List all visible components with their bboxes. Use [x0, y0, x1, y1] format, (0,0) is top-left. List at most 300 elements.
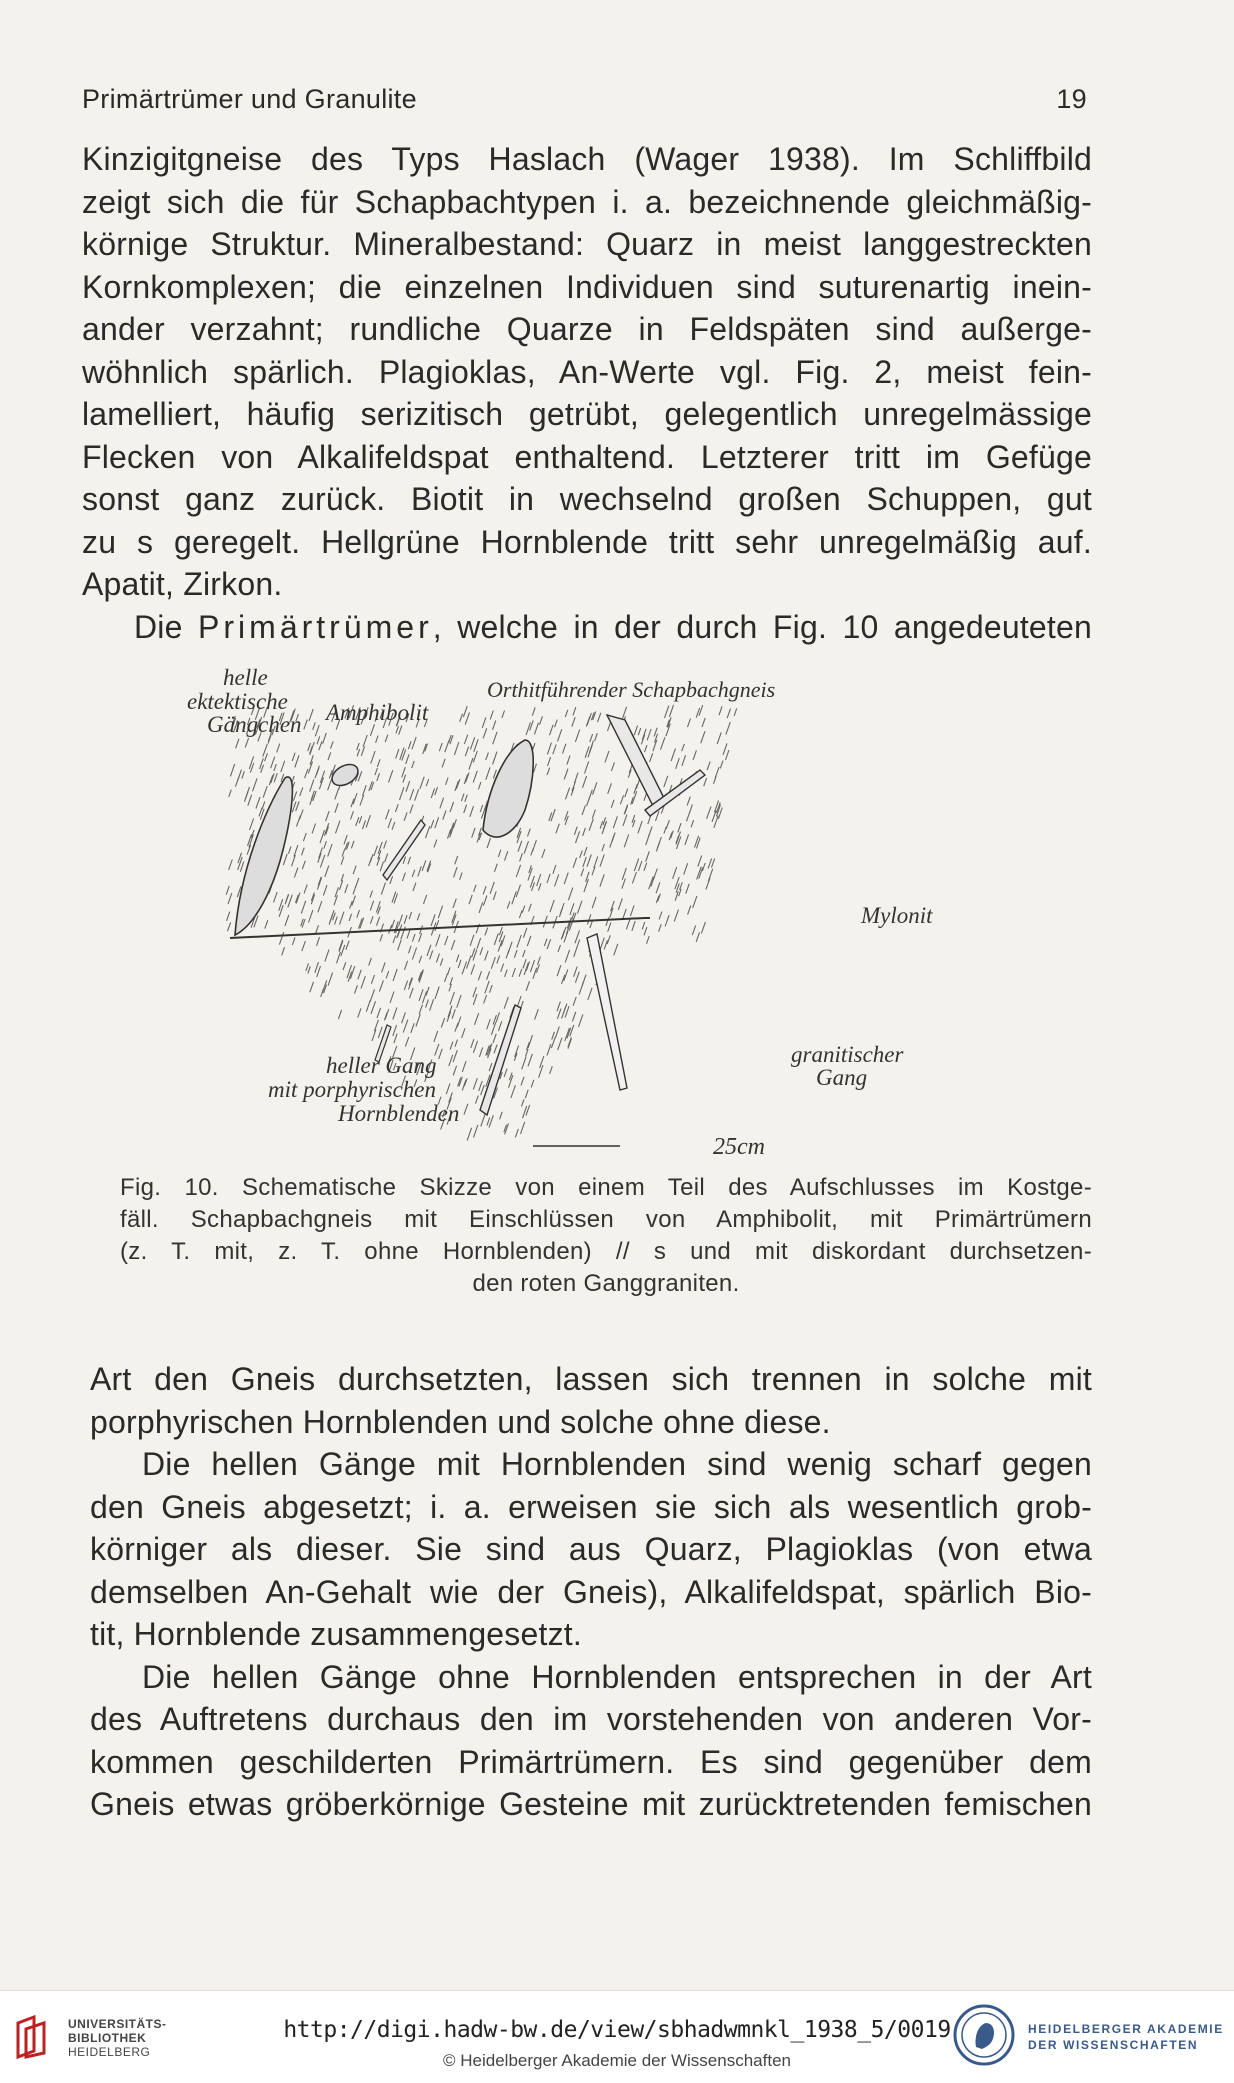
foliation-stroke — [412, 948, 416, 960]
caption-line: (z. T. mit, z. T. ohne Hornblenden) // s und mit diskordant durchsetzen- — [120, 1238, 1092, 1265]
foliation-stroke — [292, 753, 295, 761]
foliation-stroke — [228, 893, 232, 904]
foliation-stroke — [512, 968, 515, 977]
foliation-stroke — [274, 773, 277, 782]
foliation-stroke — [371, 1001, 376, 1014]
foliation-stroke — [369, 857, 372, 866]
foliation-stroke — [538, 883, 541, 890]
foliation-stroke — [564, 769, 568, 780]
foliation-stroke — [479, 902, 483, 913]
foliation-stroke — [579, 1014, 583, 1027]
foliation-stroke — [343, 962, 346, 970]
foliation-stroke — [600, 821, 603, 828]
foliation-stroke — [676, 758, 680, 769]
foliation-stroke — [370, 901, 373, 911]
foliation-stroke — [449, 1055, 453, 1066]
label-scale: 25cm — [713, 1134, 765, 1160]
foliation-stroke — [277, 744, 280, 753]
foliation-stroke — [519, 969, 522, 977]
foliation-stroke — [630, 905, 634, 916]
label-mit-porphyrischen: mit porphyrischen — [268, 1077, 437, 1102]
figure-caption — [120, 1172, 1092, 1300]
foliation-stroke — [323, 733, 327, 744]
foliation-stroke — [661, 737, 665, 749]
foliation-stroke — [382, 962, 386, 972]
foliation-stroke — [600, 874, 604, 886]
foliation-stroke — [393, 936, 396, 944]
foliation-stroke — [309, 910, 313, 923]
foliation-stroke — [355, 985, 358, 993]
foliation-stroke — [341, 857, 344, 865]
text-line: Die hellen Gänge mit Hornblenden sind wenig scharf gegen — [142, 1446, 1092, 1482]
text-line: wöhnlich spärlich. Plagioklas, An-Werte vgl. Fig. 2, meist fein- — [82, 353, 1092, 390]
foliation-stroke — [715, 767, 719, 778]
foliation-stroke — [396, 804, 399, 812]
foliation-stroke — [403, 857, 406, 864]
amphibolite-lens — [328, 760, 361, 790]
foliation-stroke — [487, 971, 490, 979]
foliation-stroke — [335, 917, 338, 925]
foliation-stroke — [472, 828, 475, 838]
foliation-stroke — [712, 858, 715, 867]
foliation-stroke — [481, 1085, 485, 1095]
text-line: des Auftretens durchaus den im vorstehenden von anderen Vor- — [90, 1701, 1092, 1737]
foliation-stroke — [587, 914, 591, 924]
caption-line: fäll. Schapbachgneis mit Einschlüssen von Amphibolit, mit Primärtrümern — [120, 1206, 1092, 1233]
foliation-stroke — [450, 802, 454, 812]
body-text-bottom — [90, 1358, 1092, 1826]
foliation-stroke — [450, 992, 455, 1005]
foliation-stroke — [463, 706, 467, 717]
foliation-stroke — [447, 1011, 451, 1021]
foliation-stroke — [357, 749, 360, 756]
foliation-stroke — [380, 862, 383, 872]
foliation-stroke — [426, 987, 429, 996]
foliation-stroke — [285, 915, 289, 926]
foliation-stroke — [686, 884, 690, 894]
foliation-stroke — [659, 924, 662, 931]
foliation-stroke — [408, 741, 411, 749]
foliation-stroke — [528, 829, 531, 837]
foliation-stroke — [461, 794, 464, 802]
foliation-stroke — [701, 731, 705, 743]
foliation-stroke — [480, 805, 483, 812]
foliation-stroke — [317, 937, 320, 946]
foliation-stroke — [696, 932, 699, 942]
foliation-stroke — [532, 707, 535, 715]
mylonite-line — [230, 918, 645, 938]
foliation-stroke — [452, 1009, 455, 1019]
foliation-stroke — [490, 882, 494, 894]
foliation-stroke — [557, 1002, 560, 1012]
foliation-stroke — [339, 940, 343, 950]
foliation-stroke — [613, 816, 617, 828]
foliation-stroke — [408, 857, 411, 865]
foliation-stroke — [431, 914, 435, 926]
foliation-stroke — [402, 1012, 406, 1023]
foliation-stroke — [572, 1012, 575, 1022]
foliation-stroke — [632, 872, 636, 884]
library-name-line: BIBLIOTHEK — [68, 2031, 147, 2045]
foliation-stroke — [392, 920, 395, 928]
foliation-stroke — [417, 913, 420, 920]
foliation-stroke — [317, 877, 321, 889]
foliation-stroke — [567, 756, 570, 765]
foliation-stroke — [462, 962, 467, 975]
foliation-stroke — [302, 941, 306, 951]
label-heller-gang: heller Gang — [326, 1053, 437, 1078]
foliation-stroke — [316, 925, 319, 933]
foliation-stroke — [553, 745, 556, 755]
foliation-stroke — [409, 946, 412, 953]
foliation-stroke — [279, 932, 283, 945]
foliation-stroke — [696, 708, 699, 718]
foliation-stroke — [528, 1035, 532, 1048]
label-hornblenden: Hornblenden — [338, 1101, 460, 1126]
foliation-stroke — [292, 937, 295, 945]
foliation-stroke — [473, 987, 477, 997]
foliation-stroke — [469, 895, 472, 904]
foliation-stroke — [665, 915, 669, 926]
foliation-stroke — [611, 762, 614, 771]
foliation-stroke — [376, 736, 379, 743]
foliation-stroke — [434, 1031, 438, 1042]
foliation-stroke — [228, 922, 231, 931]
foliation-stroke — [448, 967, 451, 975]
foliation-stroke — [328, 752, 331, 760]
amphibolite-lens — [483, 740, 533, 837]
foliation-stroke — [319, 741, 322, 750]
foliation-stroke — [474, 885, 476, 892]
text-line: demselben An-Gehalt wie der Gneis), Alkalifeldspat, spärlich Bio- — [90, 1573, 1092, 1610]
foliation-stroke — [369, 958, 372, 966]
foliation-stroke — [439, 1049, 443, 1059]
foliation-stroke — [400, 748, 404, 760]
foliation-stroke — [434, 840, 437, 848]
foliation-stroke — [390, 876, 393, 884]
foliation-stroke — [560, 903, 564, 914]
foliation-stroke — [580, 851, 583, 859]
foliation-stroke — [331, 741, 334, 748]
foliation-stroke — [490, 711, 493, 720]
foliation-stroke — [478, 782, 481, 789]
foliation-stroke — [445, 936, 448, 945]
foliation-stroke — [723, 743, 727, 755]
foliation-stroke — [377, 1008, 381, 1018]
foliation-stroke — [451, 940, 455, 950]
foliation-stroke — [377, 773, 380, 781]
text-line: Die hellen Gänge ohne Hornblenden entsprechen in der Art — [142, 1658, 1092, 1695]
foliation-stroke — [419, 1005, 422, 1015]
foliation-stroke — [679, 889, 682, 896]
foliation-stroke — [356, 817, 359, 826]
label-helle: helle — [223, 665, 268, 690]
foliation-stroke — [530, 720, 534, 730]
caption-line: den roten Ganggraniten. — [472, 1270, 740, 1297]
foliation-stroke — [400, 787, 405, 800]
foliation-stroke — [646, 851, 650, 861]
foliation-stroke — [458, 960, 461, 968]
foliation-stroke — [566, 788, 570, 800]
foliation-stroke — [399, 915, 403, 926]
foliation-stroke — [558, 945, 561, 952]
foliation-stroke — [406, 754, 409, 764]
foliation-stroke — [453, 899, 456, 908]
foliation-stroke — [542, 849, 545, 858]
foliation-stroke — [448, 1006, 452, 1018]
foliation-stroke — [583, 857, 587, 867]
foliation-stroke — [328, 973, 333, 986]
foliation-stroke — [585, 761, 589, 773]
foliation-stroke — [659, 912, 662, 920]
label-gaengchen: Gängchen — [207, 712, 302, 737]
foliation-stroke — [288, 895, 293, 908]
foliation-stroke — [328, 779, 332, 791]
foliation-stroke — [412, 737, 416, 749]
foliation-stroke — [335, 788, 339, 800]
foliation-stroke — [248, 795, 252, 806]
foliation-stroke — [229, 790, 232, 797]
foliation-stroke — [606, 917, 609, 925]
foliation-stroke — [351, 811, 354, 819]
foliation-stroke — [438, 906, 442, 919]
foliation-stroke — [491, 957, 495, 969]
foliation-stroke — [684, 863, 688, 874]
foliation-stroke — [430, 950, 433, 959]
foliation-stroke — [312, 824, 315, 834]
foliation-stroke — [324, 823, 328, 836]
academy-seal-icon — [952, 2003, 1016, 2067]
foliation-stroke — [344, 835, 347, 844]
foliation-stroke — [675, 877, 679, 889]
foliation-stroke — [493, 752, 497, 765]
foliation-stroke — [622, 879, 626, 889]
foliation-stroke — [678, 823, 681, 832]
foliation-stroke — [608, 923, 611, 932]
foliation-stroke — [618, 898, 622, 909]
foliation-stroke — [427, 945, 431, 956]
foliation-stroke — [649, 827, 652, 837]
foliation-stroke — [516, 885, 520, 897]
foliation-stroke — [565, 710, 568, 717]
foliation-stroke — [464, 1104, 468, 1115]
foliation-stroke — [396, 749, 399, 759]
foliation-stroke — [480, 947, 483, 955]
foliation-stroke — [229, 860, 233, 871]
foliation-stroke — [664, 827, 667, 834]
foliation-stroke — [393, 1025, 397, 1036]
foliation-stroke — [410, 789, 414, 800]
foliation-stroke — [638, 861, 642, 871]
foliation-stroke — [550, 1066, 553, 1074]
foliation-stroke — [464, 805, 467, 813]
foliation-stroke — [422, 991, 426, 1003]
foliation-stroke — [479, 1081, 483, 1091]
foliation-stroke — [574, 827, 577, 835]
foliation-stroke — [538, 957, 541, 965]
foliation-stroke — [573, 997, 576, 1006]
foliation-stroke — [357, 910, 360, 918]
foliation-stroke — [634, 726, 637, 736]
foliation-stroke — [673, 867, 677, 879]
foliation-stroke — [422, 861, 426, 871]
foliation-stroke — [467, 1128, 471, 1141]
foliation-stroke — [489, 1063, 492, 1071]
foliation-stroke — [445, 973, 448, 982]
foliation-stroke — [409, 912, 412, 919]
foliation-stroke — [353, 866, 356, 875]
foliation-stroke — [485, 928, 488, 936]
foliation-stroke — [517, 935, 521, 948]
foliation-stroke — [426, 779, 429, 786]
text-line: Gneis etwas gröberkörnige Gesteine mit zurücktretenden femischen — [90, 1786, 1092, 1822]
permalink-url[interactable]: http://digi.hadw-bw.de/view/sbhadwmnkl_1938_5/0019 — [283, 2017, 951, 2043]
foliation-stroke — [413, 883, 416, 891]
foliation-stroke — [471, 1039, 474, 1048]
foliation-stroke — [642, 922, 645, 929]
foliation-stroke — [455, 1023, 458, 1032]
foliation-stroke — [473, 751, 477, 762]
label-mylonit: Mylonit — [861, 903, 933, 928]
foliation-stroke — [379, 980, 383, 991]
foliation-stroke — [527, 936, 531, 946]
foliation-stroke — [474, 739, 478, 752]
foliation-stroke — [370, 724, 374, 736]
foliation-stroke — [644, 863, 647, 871]
foliation-stroke — [525, 1090, 528, 1099]
foliation-stroke — [265, 920, 268, 928]
foliation-stroke — [360, 795, 364, 806]
foliation-stroke — [602, 844, 605, 851]
foliation-stroke — [592, 897, 596, 908]
foliation-stroke — [388, 818, 392, 828]
foliation-stroke — [227, 912, 230, 921]
foliation-stroke — [634, 858, 638, 871]
foliation-stroke — [484, 995, 487, 1004]
foliation-stroke — [445, 741, 449, 753]
foliation-stroke — [435, 787, 438, 795]
foliation-stroke — [497, 956, 500, 964]
foliation-stroke — [486, 753, 489, 761]
foliation-stroke — [533, 968, 537, 979]
foliation-stroke — [644, 927, 647, 935]
foliation-stroke — [358, 970, 361, 980]
foliation-stroke — [691, 820, 694, 827]
spaced-term: Primärtrümer — [198, 608, 433, 645]
foliation-stroke — [498, 850, 501, 857]
foliation-stroke — [568, 888, 572, 901]
library-name-line: UNIVERSITÄTS- — [68, 2017, 167, 2031]
foliation-stroke — [342, 849, 345, 857]
foliation-stroke — [245, 792, 249, 802]
foliation-stroke — [384, 841, 387, 849]
foliation-stroke — [714, 816, 718, 828]
foliation-stroke — [524, 841, 528, 854]
foliation-stroke — [294, 868, 298, 878]
foliation-stroke — [453, 1050, 457, 1062]
foliation-stroke — [316, 768, 319, 775]
label-ektektische: ektektische — [187, 689, 288, 714]
foliation-stroke — [357, 743, 360, 750]
foliation-stroke — [514, 950, 517, 958]
foliation-stroke — [385, 735, 388, 742]
foliation-stroke — [521, 1077, 524, 1086]
foliation-stroke — [245, 738, 248, 748]
foliation-stroke — [300, 788, 303, 797]
foliation-stroke — [583, 828, 586, 836]
foliation-stroke — [600, 938, 604, 950]
label-amphibolit: Amphibolit — [326, 700, 429, 725]
foliation-stroke — [371, 975, 374, 984]
foliation-stroke — [607, 935, 610, 944]
foliation-stroke — [253, 778, 258, 791]
foliation-stroke — [226, 886, 229, 895]
foliation-stroke — [587, 854, 591, 866]
foliation-stroke — [240, 862, 244, 872]
foliation-stroke — [519, 911, 522, 919]
foliation-stroke — [656, 811, 660, 821]
foliation-stroke — [604, 940, 607, 949]
foliation-stroke — [381, 883, 385, 895]
foliation-stroke — [301, 901, 305, 914]
foliation-stroke — [693, 896, 697, 908]
foliation-stroke — [467, 956, 472, 969]
foliation-stroke — [622, 868, 626, 880]
library-name-line: HEIDELBERG — [68, 2045, 151, 2059]
foliation-stroke — [574, 947, 578, 957]
foliation-stroke — [345, 884, 348, 893]
foliation-stroke — [256, 797, 260, 809]
foliation-stroke — [292, 855, 296, 866]
foliation-stroke — [477, 938, 481, 949]
foliation-stroke — [236, 739, 239, 749]
foliation-stroke — [310, 779, 314, 791]
label-granitischer: granitischer — [791, 1042, 904, 1067]
foliation-stroke — [308, 966, 311, 973]
foliation-stroke — [719, 706, 722, 715]
foliation-stroke — [623, 707, 627, 719]
foliation-stroke — [340, 912, 345, 925]
foliation-stroke — [440, 958, 443, 965]
foliation-stroke — [557, 965, 561, 976]
foliation-stroke — [403, 775, 406, 783]
foliation-stroke — [465, 795, 468, 802]
foliation-stroke — [479, 1047, 482, 1057]
foliation-stroke — [446, 778, 449, 785]
foliation-stroke — [614, 944, 618, 956]
text-line: körniger als dieser. Sie sind aus Quarz, Plagioklas (von etwa — [90, 1531, 1092, 1567]
foliation-stroke — [296, 801, 299, 811]
foliation-stroke — [498, 1021, 501, 1031]
gneiss-hatching — [226, 705, 737, 1141]
foliation-stroke — [302, 861, 305, 870]
foliation-stroke — [523, 1106, 527, 1118]
foliation-stroke — [440, 798, 444, 809]
foliation-stroke — [555, 874, 559, 886]
foliation-stroke — [435, 817, 439, 828]
foliation-stroke — [534, 723, 538, 735]
foliation-stroke — [310, 982, 314, 993]
foliation-stroke — [726, 722, 730, 735]
foliation-stroke — [420, 777, 424, 789]
foliation-stroke — [493, 721, 496, 730]
foliation-stroke — [308, 743, 311, 751]
foliation-stroke — [548, 757, 551, 766]
foliation-stroke — [586, 717, 590, 727]
foliation-stroke — [295, 755, 299, 767]
foliation-stroke — [593, 782, 597, 794]
foliation-stroke — [325, 866, 329, 877]
